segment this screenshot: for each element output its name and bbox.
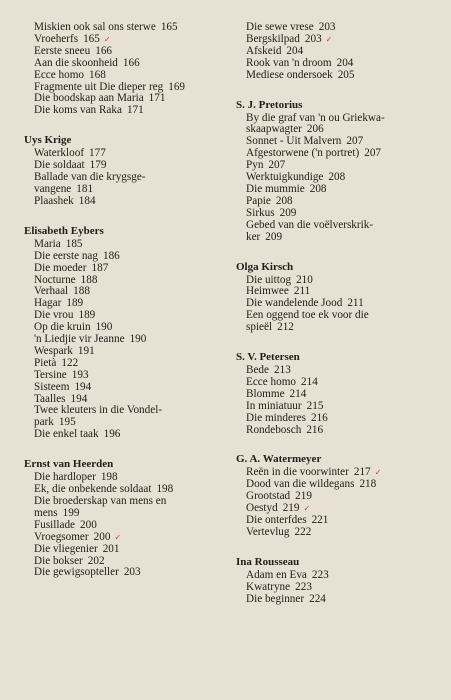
author-section: [24, 134, 224, 208]
entry-title: Gebed van die voëlverskrik-: [246, 218, 374, 231]
toc-entry: [24, 172, 224, 196]
page-number: 186: [102, 249, 120, 262]
page-number: 184: [78, 194, 96, 207]
page-number: 187: [91, 261, 109, 274]
page-number: 191: [77, 344, 95, 357]
page-number: 207: [268, 159, 286, 172]
page-number: 188: [80, 273, 98, 286]
entry-title: By die graf van 'n ou Griekwa-: [246, 111, 385, 124]
entry-title: Adam en Eva: [246, 568, 307, 581]
page-number: 171: [148, 92, 166, 105]
entry-title: Pietà: [34, 356, 57, 369]
page-number: 190: [95, 321, 113, 334]
entry-title: Nocturne: [34, 273, 76, 286]
entry-title: Waterkloof: [34, 147, 85, 160]
check-mark-icon: ✓: [114, 532, 122, 542]
entry-title-cont-text: park: [34, 416, 54, 429]
page-number: 188: [73, 285, 90, 298]
entry-title: Vroegsomer: [34, 530, 89, 543]
entry-title: Die vliegenier: [34, 542, 98, 555]
author-section: [236, 453, 441, 538]
entry-title: Die boodskap aan Maria: [34, 92, 144, 105]
entry-title: Die uittog: [246, 273, 292, 286]
entry-title: Pyn: [246, 159, 264, 172]
entry-title: Die soldaat: [34, 159, 85, 172]
page-number: 194: [74, 380, 92, 393]
entry-title: Die moeder: [34, 261, 87, 274]
entry-title-cont-text: skaapwagter: [246, 123, 302, 136]
check-mark-icon: ✓: [374, 468, 382, 478]
page-number: 210: [296, 273, 313, 286]
page-number: 216: [306, 423, 324, 436]
page-number: 202: [87, 554, 105, 567]
page-number: 122: [61, 356, 79, 369]
page-number: 177: [89, 147, 106, 160]
page-number: 221: [311, 514, 329, 527]
toc-entry: [24, 429, 224, 441]
toc-entry: [24, 405, 224, 429]
author-section: [236, 261, 441, 335]
page-number: 209: [279, 206, 297, 219]
entry-title: Twee kleuters in die Vondel-: [34, 404, 163, 417]
page-number: 168: [89, 68, 106, 81]
page-number: 181: [76, 182, 94, 195]
author-section: [236, 99, 441, 244]
page-number: 166: [95, 44, 113, 57]
entry-title: Die enkel taak: [34, 428, 99, 441]
toc-entry: [236, 220, 441, 244]
toc-entry: [24, 496, 224, 520]
author-heading: S. J. Pretorius: [236, 98, 303, 111]
page-number: 213: [274, 364, 291, 377]
page-number: 214: [301, 375, 318, 388]
entry-title: Die sewe vrese: [246, 21, 314, 33]
author-heading: Elisabeth Eybers: [24, 224, 104, 237]
author-section: [24, 22, 224, 117]
page-number: 219: [295, 490, 312, 503]
entry-title: Afgestorwene ('n portret): [246, 147, 360, 160]
entry-title: Miskien ook sal ons sterwe: [34, 21, 156, 33]
author-section: [24, 458, 224, 579]
page-number: 224: [309, 592, 326, 605]
author-section: [236, 556, 441, 606]
page-number: 222: [294, 526, 312, 538]
page-number: 212: [277, 321, 294, 334]
page-number: 216: [310, 411, 328, 424]
entry-title: Die hardloper: [34, 471, 96, 484]
toc-entry: [236, 594, 441, 606]
toc-entry: [24, 105, 224, 117]
page-number: 203: [318, 21, 336, 33]
entry-title: Die beginner: [246, 592, 305, 605]
entry-title: Die vrou: [34, 309, 74, 322]
entry-title: Bede: [246, 364, 269, 377]
entry-title: Blomme: [246, 387, 285, 400]
author-section: [236, 22, 441, 82]
page-number: 171: [126, 104, 144, 117]
toc-entry: [236, 527, 441, 539]
author-heading: S. V. Petersen: [236, 351, 300, 364]
entry-title: Die gewigsopteller: [34, 566, 119, 579]
entry-title: Rondebosch: [246, 423, 302, 436]
page-number: 166: [122, 56, 140, 69]
entry-title: Een oggend toe ek voor die: [246, 309, 369, 322]
page-number: 203: [123, 566, 141, 579]
entry-title: Bergskilpad: [246, 32, 300, 45]
page-number: 194: [70, 392, 88, 405]
page-number: 218: [359, 478, 377, 491]
entry-title: Taalles: [34, 392, 66, 405]
toc-entry: [236, 425, 441, 437]
check-mark-icon: ✓: [303, 504, 311, 514]
entry-title: Kwatryne: [246, 580, 291, 593]
page-number: 189: [66, 297, 84, 310]
page-number: 189: [78, 309, 96, 322]
entry-title: Die minderes: [246, 411, 306, 424]
author-heading: Ernst van Heerden: [24, 458, 114, 471]
page-number: 214: [289, 387, 307, 400]
entry-title: Ek, die onbekende soldaat: [34, 483, 152, 496]
toc-entry: [236, 70, 441, 82]
entry-title: Sisteem: [34, 380, 70, 393]
entry-title: Die wandelende Jood: [246, 297, 343, 310]
entry-title: Heimwee: [246, 285, 289, 298]
entry-title: Die onterfdes: [246, 514, 307, 527]
page-number: 205: [337, 68, 355, 81]
page-number: 223: [311, 568, 329, 581]
toc-entry: [236, 113, 441, 137]
page-number: 165: [160, 21, 178, 33]
toc-entry: [236, 310, 441, 334]
entry-title: Reën in die voorwinter: [246, 466, 349, 479]
entry-title: Eerste sneeu: [34, 44, 91, 57]
entry-title-cont-text: vangene: [34, 182, 72, 195]
author-heading: Uys Krige: [24, 134, 72, 147]
entry-title: Papie: [246, 194, 271, 207]
entry-title-continuation: [246, 232, 441, 244]
entry-title: Die bokser: [34, 554, 83, 567]
entry-title: Die eerste nag: [34, 249, 98, 262]
check-mark-icon: ✓: [103, 34, 111, 44]
entry-title: Aan die skoonheid: [34, 56, 118, 69]
entry-title-cont-text: spieël: [246, 321, 273, 334]
toc-entry: [24, 196, 224, 208]
page-number: 211: [293, 285, 311, 298]
page-number: 208: [328, 171, 346, 184]
page-number: 204: [286, 44, 304, 57]
entry-title: Sirkus: [246, 206, 275, 219]
toc-entry: [236, 148, 441, 160]
entry-title: Verhaal: [34, 285, 69, 298]
page-number: 185: [65, 237, 83, 250]
page-number: 203: [304, 32, 322, 45]
page-number: 208: [275, 194, 293, 207]
page-number: 215: [306, 399, 324, 412]
entry-title: Vertevlug: [246, 526, 290, 538]
author-heading: G. A. Watermeyer: [236, 453, 322, 466]
page-number: 196: [103, 428, 121, 441]
entry-title: Die mummie: [246, 182, 305, 195]
entry-title-cont-text: mens: [34, 506, 58, 519]
author-heading: Ina Rousseau: [236, 555, 300, 568]
entry-title: Vroeherfs: [34, 32, 79, 45]
entry-title: Sonnet - Uit Malvern: [246, 135, 342, 148]
page-number: 201: [102, 542, 120, 555]
entry-title: Oestyd: [246, 502, 278, 515]
page-number: 179: [89, 159, 107, 172]
entry-title: Dood van die wildegans: [246, 478, 355, 491]
entry-title: Rook van 'n droom: [246, 56, 332, 69]
left-column: [24, 22, 224, 579]
author-section: [236, 351, 441, 436]
entry-title: Fusillade: [34, 518, 76, 531]
entry-title: Ecce homo: [34, 68, 85, 81]
entry-title: Maria: [34, 237, 61, 250]
author-heading: Olga Kirsch: [236, 260, 294, 273]
entry-title: Mediese ondersoek: [246, 68, 333, 81]
page-number: 169: [168, 80, 186, 93]
author-section: [24, 225, 224, 441]
entry-title: Die koms van Raka: [34, 104, 122, 117]
entry-title-cont-text: ker: [246, 230, 261, 243]
entry-title: Op die kruin: [34, 321, 91, 334]
entry-title: Die broederskap van mens en: [34, 495, 167, 507]
right-column: [236, 22, 441, 606]
page-number: 208: [309, 182, 327, 195]
page-number: 211: [347, 297, 364, 310]
toc-entry: [24, 567, 224, 579]
page-number: 206: [306, 123, 324, 136]
page-number: 165: [83, 32, 100, 45]
page-number: 219: [282, 502, 300, 515]
entry-title: In miniatuur: [246, 399, 302, 412]
entry-title: Hagar: [34, 297, 62, 310]
entry-title: Fragmente uit Die dieper reg: [34, 80, 164, 93]
page-number: 193: [71, 368, 89, 381]
page-number: 217: [353, 466, 371, 479]
entry-title: Afskeid: [246, 44, 282, 57]
page-number: 199: [62, 506, 80, 519]
page-number: 204: [336, 56, 354, 69]
page-number: 207: [346, 135, 364, 148]
entry-title: 'n Liedjie vir Jeanne: [34, 333, 125, 346]
page-number: 195: [58, 416, 76, 429]
page-number: 200: [93, 530, 111, 543]
entry-title: Grootstad: [246, 490, 291, 503]
page-number: 207: [364, 147, 382, 160]
entry-title: Wespark: [34, 344, 73, 357]
page-number: 209: [265, 230, 283, 243]
entry-title: Ecce homo: [246, 375, 297, 388]
entry-title: Plaashek: [34, 194, 74, 207]
entry-title: Ballade van die krygsge-: [34, 171, 146, 184]
entry-title-continuation: [246, 322, 441, 334]
page-number: 223: [295, 580, 312, 593]
page-number: 198: [156, 483, 174, 496]
entry-title: Werktuigkundige: [246, 171, 324, 184]
check-mark-icon: ✓: [325, 34, 333, 44]
page-number: 200: [80, 518, 97, 531]
page-number: 190: [129, 333, 147, 346]
entry-title: Tersine: [34, 368, 67, 381]
page-number: 198: [100, 471, 118, 484]
